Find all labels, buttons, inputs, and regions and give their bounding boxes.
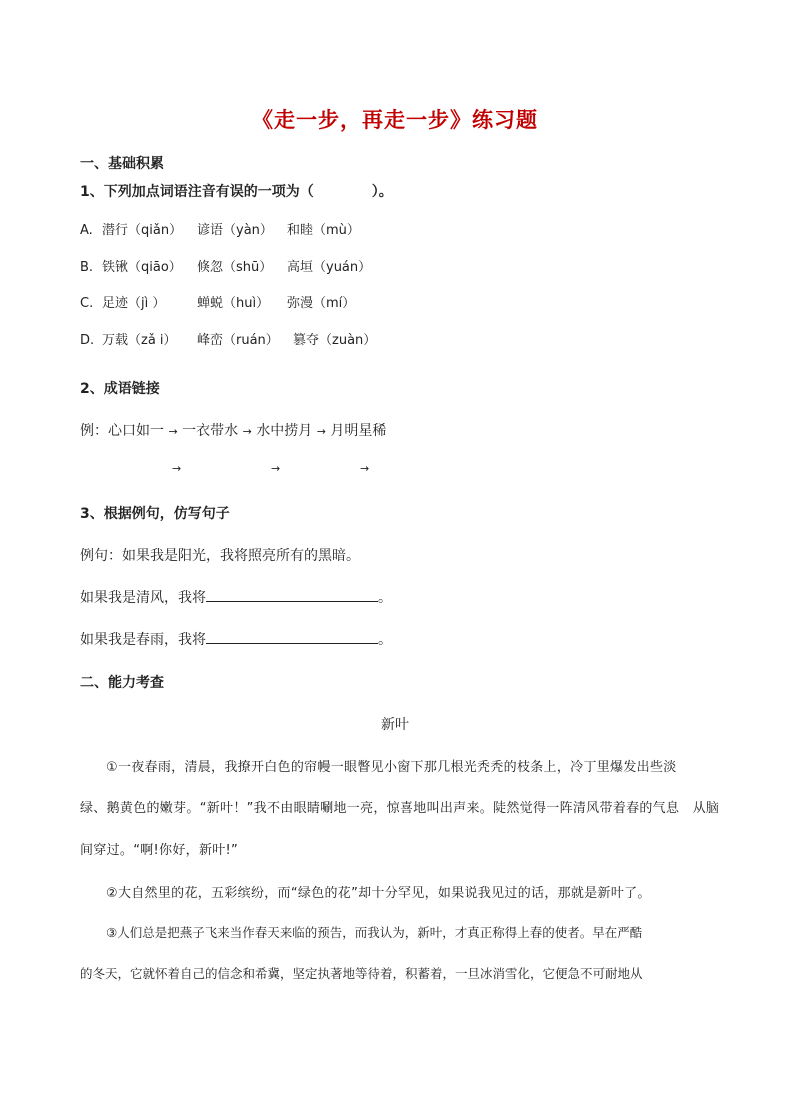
option-letter: C. — [80, 296, 94, 311]
arrow-icon: → — [316, 425, 326, 438]
option-item: 万载（zǎ i） — [102, 333, 177, 348]
idiom-chain-example — [80, 420, 386, 440]
imitation-line-2 — [80, 629, 392, 649]
paragraph-1-line-3: 间穿过。“啊!你好，新叶!” — [80, 843, 239, 858]
option-item: 潜行（qiǎn） — [102, 223, 183, 238]
option-item: 蝉蜕（huì） — [197, 296, 270, 311]
question-2-heading: 2、成语链接 — [80, 381, 160, 397]
paragraph-3-line-1: ③人们总是把燕子飞来当作春天来临的预告，而我认为，新叶，才真正称得上春的使者。早在严酷 — [106, 925, 643, 940]
option-item: 足迹（jì ） — [102, 296, 166, 311]
section-heading-basics: 一、基础积累 — [80, 156, 164, 172]
idiom: 心口如一 — [108, 423, 164, 439]
paragraph-2: ②大自然里的花，五彩缤纷，而“绿色的花”却十分罕见，如果说我见过的话，那就是新叶了。 — [106, 886, 651, 901]
paragraph-3-line-2: 的冬天，它就怀着自己的信念和希冀，坚定执著地等待着，积蓄着，一旦冰消雪化，它便急不可耐地从 — [80, 966, 643, 981]
example-sentence: 例句：如果我是阳光，我将照亮所有的黑暗。 — [80, 548, 360, 564]
question-1-stem-suffix: ）。 — [371, 184, 393, 200]
answer-blank[interactable] — [206, 629, 378, 644]
imitation-prefix: 如果我是春雨，我将 — [80, 632, 206, 648]
passage-title: 新叶 — [381, 717, 409, 733]
answer-blank[interactable] — [206, 587, 378, 602]
option-item: 铁锹（qiāo） — [102, 260, 182, 275]
section-heading-ability: 二、能力考查 — [80, 675, 164, 691]
option-b — [80, 256, 371, 275]
imitation-line-1 — [80, 587, 392, 607]
paragraph-1-line-1: ①一夜春雨，清晨，我撩开白色的帘幔一眼瞥见小窗下那几根光秃秃的枝条上，冷丁里爆发出些淡 — [106, 760, 677, 775]
arrow-icon: → — [360, 462, 370, 475]
question-1-stem-prefix: 1、下列加点词语注音有误的一项为（ — [80, 184, 314, 200]
option-d — [80, 329, 376, 348]
imitation-prefix: 如果我是清风，我将 — [80, 590, 206, 606]
page-title: 《走一步，再走一步》练习题 — [252, 107, 538, 132]
option-letter: D. — [80, 333, 95, 348]
option-item: 峰峦（ruán） — [197, 333, 279, 348]
option-item: 倏忽（shū） — [197, 260, 273, 275]
imitation-suffix: 。 — [378, 632, 392, 648]
idiom: 月明星稀 — [330, 423, 387, 439]
arrow-icon: → — [271, 462, 281, 475]
option-letter: B. — [80, 260, 94, 275]
arrow-icon: → — [242, 425, 252, 438]
question-1-stem — [80, 181, 393, 201]
paragraph-1-line-2: 绿、鹅黄色的嫩芽。“新叶！”我不由眼睛唰地一亮，惊喜地叫出声来。陡然觉得一阵清风带着春的气息 从脑 — [80, 801, 720, 816]
imitation-suffix: 。 — [378, 590, 392, 606]
example-label: 例： — [80, 423, 108, 439]
idiom: 水中捞月 — [256, 423, 313, 439]
option-letter: A. — [80, 223, 93, 238]
option-c — [80, 292, 355, 311]
idiom: 一衣带水 — [182, 423, 239, 439]
option-item: 高垣（yuán） — [287, 260, 372, 275]
option-item: 篡夺（zuàn） — [293, 333, 377, 348]
option-a — [80, 219, 360, 238]
arrow-icon: → — [168, 425, 178, 438]
option-item: 和睦（mù） — [287, 223, 360, 238]
option-item: 谚语（yàn） — [197, 223, 273, 238]
option-item: 弥漫（mí） — [287, 296, 356, 311]
question-3-heading: 3、根据例句，仿写句子 — [80, 506, 230, 522]
arrow-icon: → — [172, 462, 182, 475]
